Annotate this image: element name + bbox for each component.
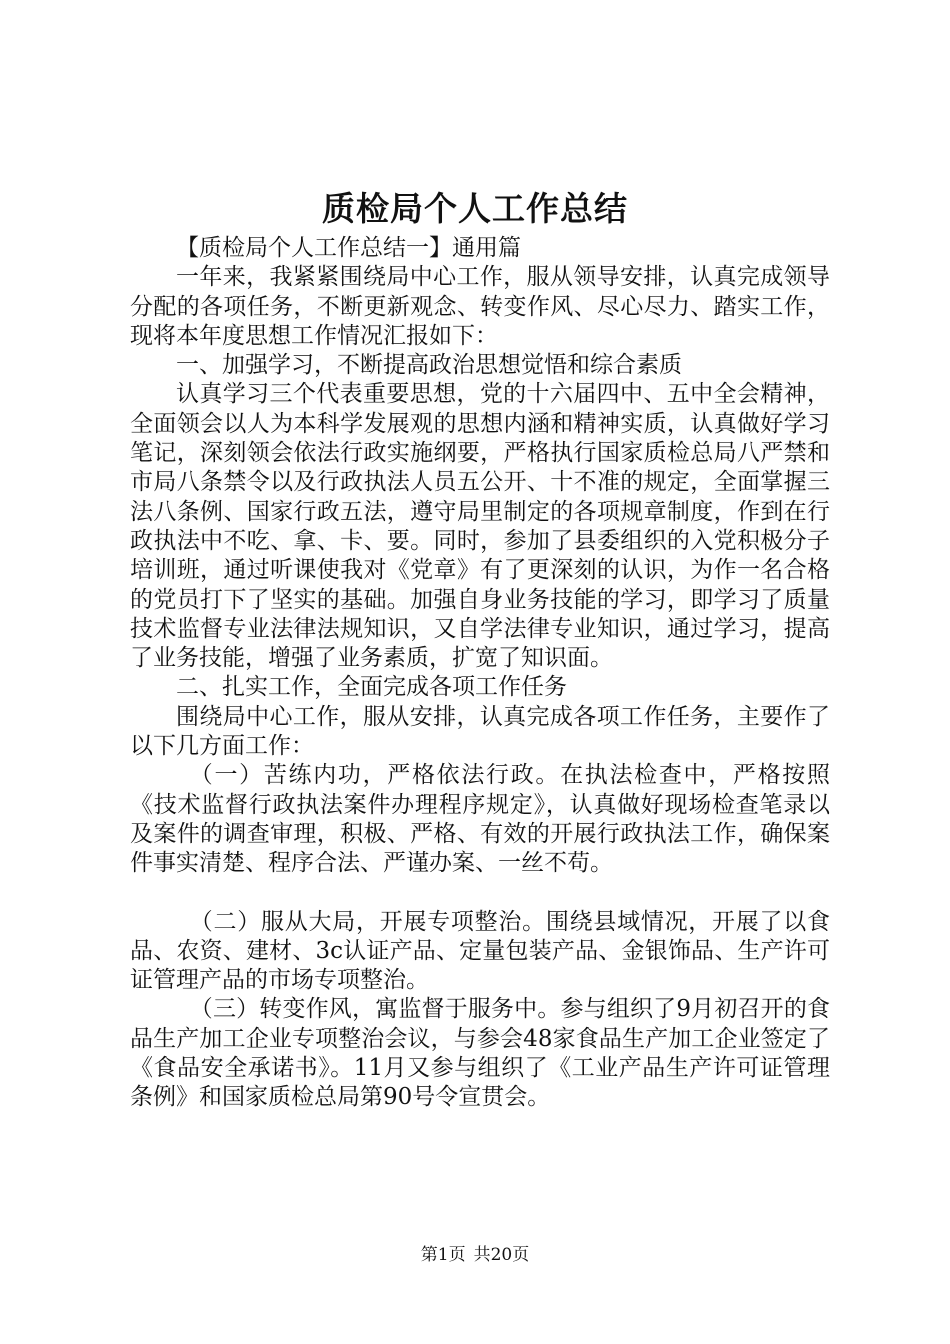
paragraph-work-intro: 围绕局中心工作，服从安排，认真完成各项工作任务，主要作了以下几方面工作：: [130, 703, 830, 760]
document-body: [130, 234, 830, 1113]
paragraph-item-3: （三）转变作风，寓监督于服务中。参与组织了9月初召开的食品生产加工企业专项整治会议，与参会48家食品生产加工企业签定了《食品安全承诺书》。11月又参与组织了《工业产品生产许可证管理条例》和国家质检总局第90号令宣贯会。: [130, 996, 830, 1111]
page-total: 共20页: [473, 1245, 530, 1265]
document-title: 质检局个人工作总结: [322, 189, 628, 228]
page-number: 第1页: [420, 1245, 466, 1265]
section-heading-study: 一、加强学习，不断提高政治思想觉悟和综合素质: [176, 352, 682, 379]
paragraph-study: 认真学习三个代表重要思想，党的十六届四中、五中全会精神，全面领会以人为本科学发展观的思想内涵和精神实质，认真做好学习笔记，深刻领会依法行政实施纲要，严格执行国家质检总局八严禁和市局八条禁令以及行政执法人员五公开、十不准的规定，全面掌握三法八条例、国家行政五法，遵守局里制定的各项规章制度，作到在行政执法中不吃、拿、卡、要。同时，参加了县委组织的入党积极分子培训班，通过听课使我对《党章》有了更深刻的认识，为作一名合格的党员打下了坚实的基础。加强自身业务技能的学习，即学习了质量技术监督专业法律法规知识，又自学法律专业知识，通过学习，提高了业务技能，增强了业务素质，扩宽了知识面。: [130, 381, 830, 672]
section-heading-work: 二、扎实工作，全面完成各项工作任务: [176, 674, 567, 701]
section-heading-1: 【质检局个人工作总结一】通用篇: [176, 235, 521, 261]
page-footer: [0, 1243, 950, 1267]
paragraph-intro: 一年来，我紧紧围绕局中心工作，服从领导安排，认真完成领导分配的各项任务，不断更新观念、转变作风、尽心尽力、踏实工作，现将本年度思想工作情况汇报如下：: [130, 264, 830, 349]
paragraph-item-1: （一）苦练内功，严格依法行政。在执法检查中，严格按照《技术监督行政执法案件办理程序规定》，认真做好现场检查笔录以及案件的调查审理，积极、严格、有效的开展行政执法工作，确保案件事实清楚、程序合法、严谨办案、一丝不苟。: [130, 762, 830, 877]
paragraph-item-2: （二）服从大局，开展专项整治。围绕县域情况，开展了以食品、农资、建材、3c认证产品、定量包装产品、金银饰品、生产许可证管理产品的市场专项整治。: [130, 908, 830, 994]
